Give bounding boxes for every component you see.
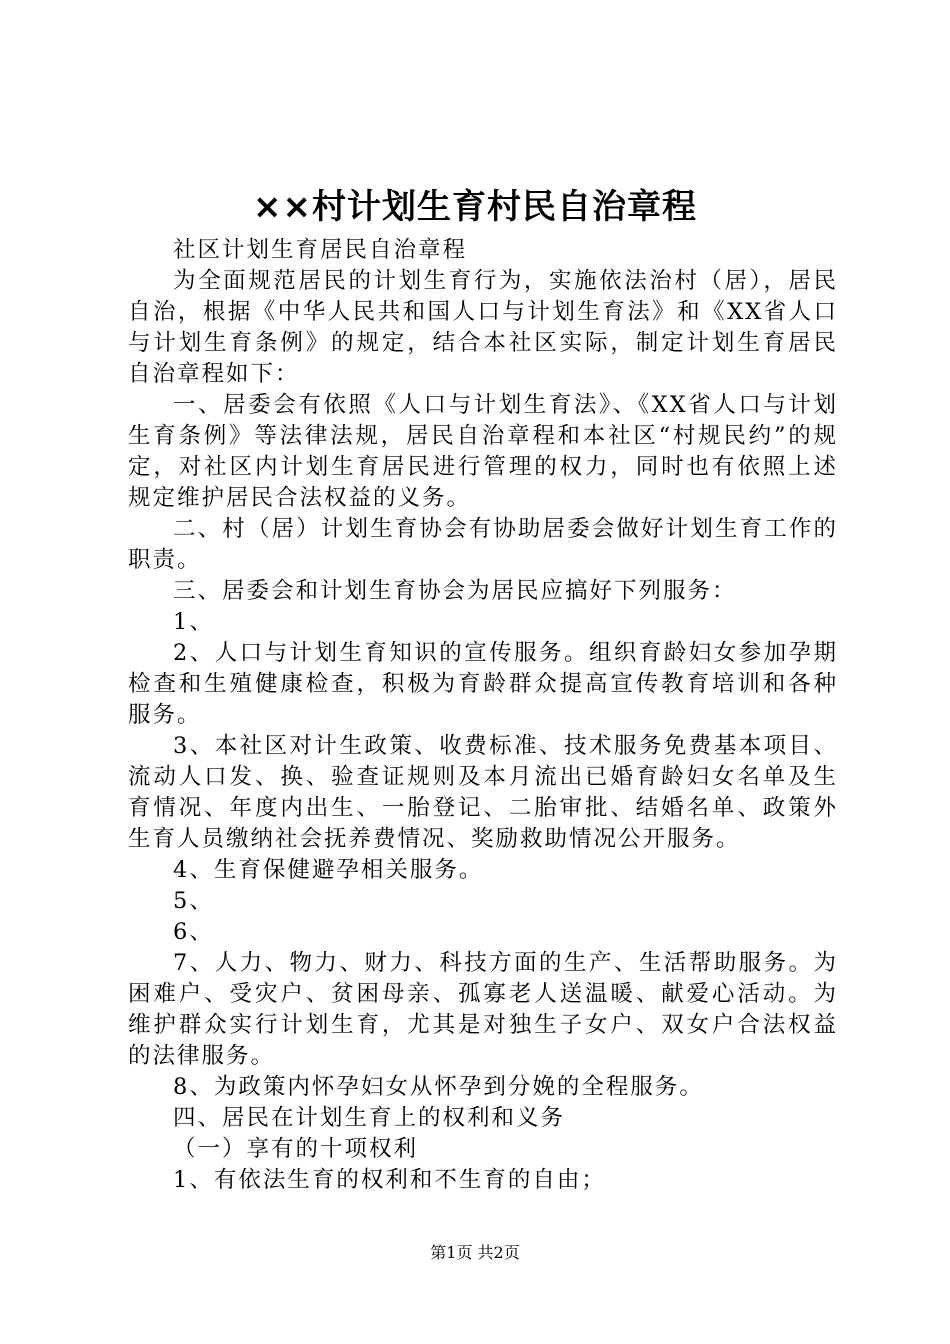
list-item-service-2: 2、人口与计划生育知识的宣传服务。组织育龄妇女参加孕期检查和生殖健康检查，积极为育龄群众提高宣传教育培训和各种服务。	[128, 640, 838, 728]
document-body	[128, 235, 838, 1196]
paragraph-article-1: 一、居委会有依照《人口与计划生育法》、《XX省人口与计划生育条例》等法律法规，居民自治章程和本社区“村规民约”的规定，对社区内计划生育居民进行管理的权力，同时也有依照上述规定维护居民合法权益的义务。	[128, 392, 838, 511]
paragraph-article-3: 三、居委会和计划生育协会为居民应搞好下列服务：	[173, 578, 737, 604]
list-item-service-4: 4、生育保健避孕相关服务。	[173, 857, 484, 883]
page-number: 第1页 共2页	[430, 1243, 520, 1262]
list-item-service-1: 1、	[173, 609, 214, 635]
list-item-service-8: 8、为政策内怀孕妇女从怀孕到分娩的全程服务。	[173, 1074, 704, 1100]
list-item-service-5: 5、	[173, 888, 214, 914]
paragraph-preamble: 为全面规范居民的计划生育行为，实施依法治村（居），居民自治，根据《中华人民共和国人口与计划生育法》和《XX省人口与计划生育条例》的规定，结合本社区实际，制定计划生育居民自治章程如下：	[128, 268, 838, 387]
document-title: ××村计划生育村民自治章程	[253, 187, 697, 227]
paragraph-article-4: 四、居民在计划生育上的权利和义务	[173, 1105, 566, 1131]
paragraph-rights-heading: （一）享有的十项权利	[173, 1136, 419, 1162]
paragraph-subtitle: 社区计划生育居民自治章程	[173, 237, 468, 263]
paragraph-article-2: 二、村（居）计划生育协会有协助居委会做好计划生育工作的职责。	[128, 516, 838, 573]
list-item-service-7: 7、人力、物力、财力、科技方面的生产、生活帮助服务。为困难户、受灾户、贫困母亲、孤寡老人送温暖、献爱心活动。为维护群众实行计划生育，尤其是对独生子女户、双女户合法权益的法律服务。	[128, 950, 838, 1069]
list-item-service-6: 6、	[173, 919, 214, 945]
list-item-right-1: 1、有依法生育的权利和不生育的自由；	[173, 1167, 606, 1193]
list-item-service-3: 3、本社区对计生政策、收费标准、技术服务免费基本项目、流动人口发、换、验查证规则及本月流出已婚育龄妇女名单及生育情况、年度内出生、一胎登记、二胎审批、结婚名单、政策外生育人员缴纳社会抚养费情况、奖励救助情况公开服务。	[128, 733, 838, 852]
